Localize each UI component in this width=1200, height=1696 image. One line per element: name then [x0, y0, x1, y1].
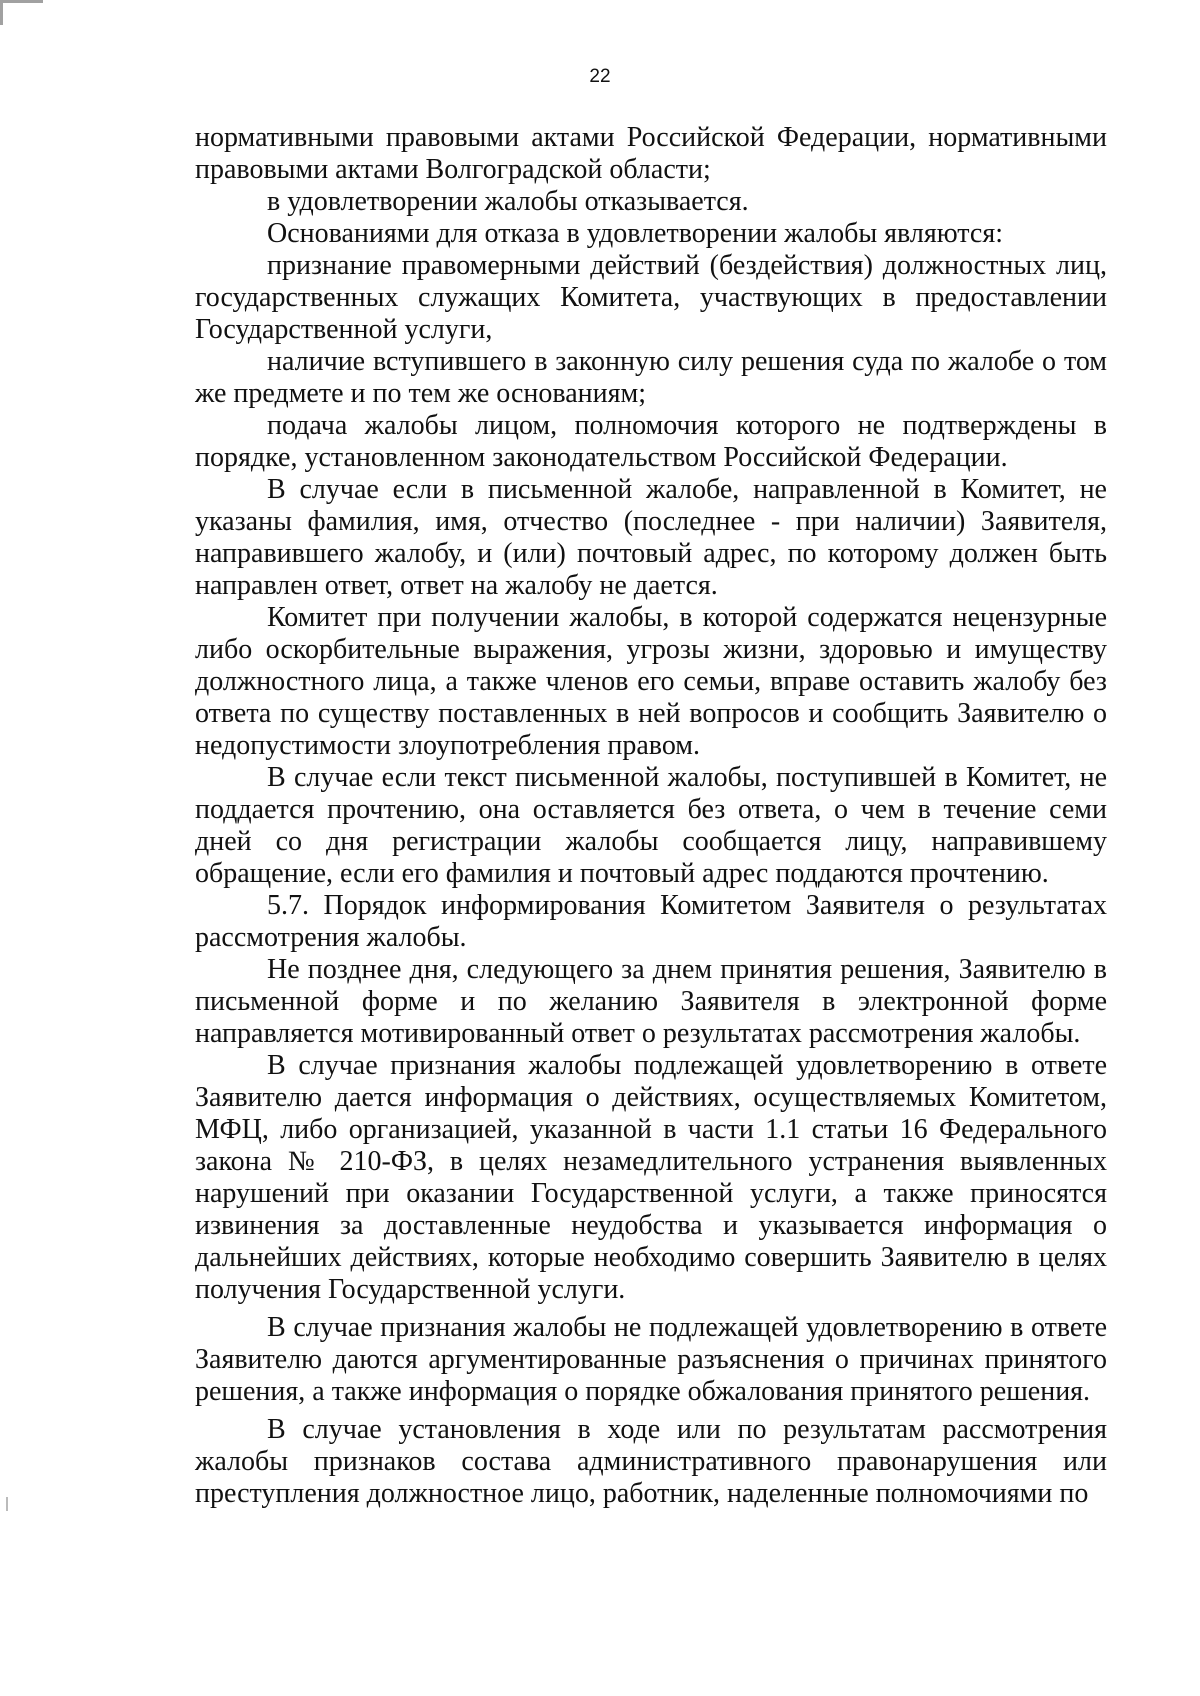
section-heading-5-7: 5.7. Порядок информирования Комитетом Заявителя о результатах рассмотрения жалобы. [195, 890, 1107, 953]
paragraph: подача жалобы лицом, полномочия которого не подтверждены в порядке, установленном законодательством Российской Федерации. [195, 410, 1107, 473]
scan-speck [6, 1497, 8, 1511]
paragraph: Комитет при получении жалобы, в которой содержатся нецензурные либо оскорбительные выражения, угрозы жизни, здоровью и имуществу должностного лица, а также членов его семьи, вправе оставить жалобу без ответа по существу поставленных в ней вопросов и сообщить Заявителю о недопустимости злоупотребления правом. [195, 602, 1107, 761]
paragraph: В случае если текст письменной жалобы, поступившей в Комитет, не поддается прочтению, она оставляется без ответа, о чем в течение семи дней со дня регистрации жалобы сообщается лицу, направившему обращение, если его фамилия и почтовый адрес поддаются прочтению. [195, 762, 1107, 889]
paragraph: Основаниями для отказа в удовлетворении жалобы являются: [267, 218, 1003, 249]
paragraph: признание правомерными действий (бездействия) должностных лиц, государственных служащих Комитета, участвующих в предоставлении Государственной услуги, [195, 250, 1107, 345]
paragraph: Не позднее дня, следующего за днем принятия решения, Заявителю в письменной форме и по желанию Заявителя в электронной форме направляется мотивированный ответ о результатах рассмотрения жалобы. [195, 954, 1107, 1049]
paragraph: нормативными правовыми актами Российской Федерации, нормативными правовыми актами Волгоградской области; [195, 122, 1107, 185]
page-number: 22 [589, 66, 611, 87]
document-body [195, 122, 1107, 1510]
paragraph: в удовлетворении жалобы отказывается. [267, 186, 749, 217]
paragraph: В случае признания жалобы подлежащей удовлетворению в ответе Заявителю дается информация о действиях, осуществляемых Комитетом, МФЦ, либо организацией, указанной в части 1.1 статьи 16 Федерального закона № 210-ФЗ, в целях незамедлительного устранения выявленных нарушений при оказании Государственной услуги, а также приносятся извинения за доставленные неудобства и указывается информация о дальнейших действиях, которые необходимо совершить Заявителю в целях получения Государственной услуги. [195, 1050, 1107, 1305]
paragraph: наличие вступившего в законную силу решения суда по жалобе о том же предмете и по тем же основаниям; [195, 346, 1107, 409]
paragraph: В случае если в письменной жалобе, направленной в Комитет, не указаны фамилия, имя, отчество (последнее - при наличии) Заявителя, направившего жалобу, и (или) почтовый адрес, по которому должен быть направлен ответ, ответ на жалобу не дается. [195, 474, 1107, 601]
paragraph: В случае установления в ходе или по результатам рассмотрения жалобы признаков состава административного правонарушения или преступления должностное лицо, работник, наделенные полномочиями по [195, 1414, 1107, 1509]
scan-edge-mark [0, 0, 43, 25]
paragraph: В случае признания жалобы не подлежащей удовлетворению в ответе Заявителю даются аргументированные разъяснения о причинах принятого решения, а также информация о порядке обжалования принятого решения. [195, 1312, 1107, 1407]
